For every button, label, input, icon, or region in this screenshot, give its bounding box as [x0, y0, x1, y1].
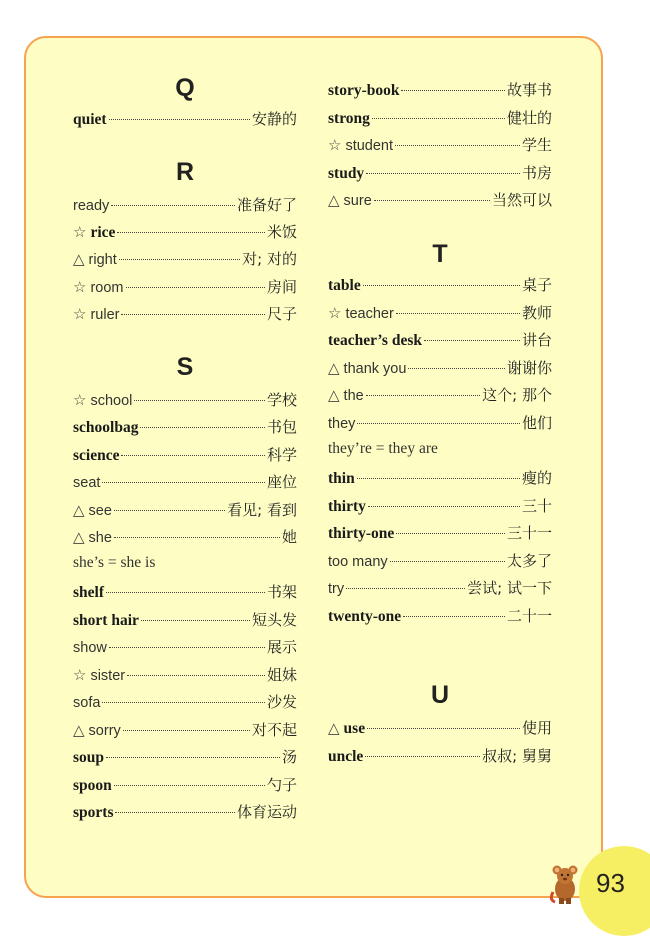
dot-leader [141, 620, 250, 621]
entry-word: spoon [73, 777, 112, 794]
dot-leader [408, 368, 505, 369]
entry-translation: 准备好了 [236, 196, 297, 214]
glossary-entry [328, 302, 552, 326]
entry-translation: 健壮的 [506, 109, 552, 127]
entry-word: use [343, 720, 366, 737]
star-icon: ☆ [73, 307, 87, 323]
glossary-entry [328, 550, 552, 574]
section-letter: S [176, 353, 194, 381]
entry-translation: 叔叔; 舅舅 [482, 747, 552, 765]
entry-word: sports [73, 804, 114, 821]
entry-word: seat [73, 475, 101, 491]
triangle-icon: △ [73, 530, 85, 546]
entry-translation: 勺子 [266, 776, 297, 794]
entry-word: schoolbag [73, 419, 139, 436]
entry-word: teacher’s desk [328, 332, 422, 349]
entry-word: sure [343, 193, 372, 209]
dot-leader [401, 90, 505, 91]
triangle-icon: △ [73, 252, 85, 268]
dot-leader [396, 313, 520, 314]
dot-leader [115, 812, 235, 813]
entry-word: ruler [90, 307, 120, 323]
entry-word: ready [73, 198, 110, 214]
dot-leader [396, 533, 505, 534]
entry-word: they’re = they are [328, 440, 438, 457]
dot-leader [372, 118, 505, 119]
entry-translation: 这个; 那个 [482, 386, 552, 404]
entry-translation: 使用 [521, 719, 552, 737]
dot-leader [368, 506, 520, 507]
dot-leader [424, 340, 520, 341]
entry-translation: 三十一 [506, 524, 552, 542]
entry-word: try [328, 581, 345, 597]
glossary-entry [73, 416, 297, 440]
entry-translation: 当然可以 [491, 191, 552, 209]
entry-translation: 体育运动 [236, 803, 297, 821]
glossary-entry [328, 357, 552, 381]
entry-translation: 太多了 [506, 552, 552, 570]
dot-leader [111, 205, 235, 206]
entry-translation: 尝试; 试一下 [467, 579, 552, 597]
entry-translation: 瘦的 [521, 469, 552, 487]
glossary-entry [328, 79, 552, 103]
glossary-entry [328, 189, 552, 213]
entry-word: strong [328, 110, 370, 127]
dot-leader [121, 314, 265, 315]
entry-translation: 教师 [521, 304, 552, 322]
entry-translation: 谢谢你 [506, 359, 552, 377]
dot-leader [403, 616, 505, 617]
glossary-entry [73, 746, 297, 770]
glossary-entry [73, 303, 297, 327]
entry-word: table [328, 277, 361, 294]
dot-leader [357, 478, 520, 479]
entry-word: show [73, 640, 107, 656]
dot-leader [119, 259, 240, 260]
entry-translation: 看见; 看到 [227, 501, 297, 519]
glossary-entry [73, 664, 297, 688]
dot-leader [374, 200, 490, 201]
dot-leader [366, 395, 480, 396]
glossary-entry [73, 719, 297, 743]
glossary-entry [73, 609, 297, 633]
entry-word: thirty [328, 498, 366, 515]
entry-translation: 二十一 [506, 607, 552, 625]
glossary-entry [73, 444, 297, 468]
entry-word: the [343, 388, 364, 404]
entry-translation: 对; 对的 [242, 250, 297, 268]
dot-leader [114, 785, 265, 786]
glossary-entry [73, 389, 297, 413]
entry-translation: 科学 [266, 446, 297, 464]
entry-word: study [328, 165, 365, 182]
dot-leader [121, 455, 265, 456]
entry-translation: 房间 [266, 278, 297, 296]
glossary-entry [73, 108, 297, 132]
triangle-icon: △ [328, 361, 340, 377]
glossary-entry [328, 495, 552, 519]
dot-leader [123, 730, 250, 731]
dot-leader [134, 400, 265, 401]
glossary-entry [73, 581, 297, 605]
entry-word: they [328, 416, 356, 432]
glossary-entry [73, 774, 297, 798]
dot-leader [367, 728, 520, 729]
entry-translation: 书架 [266, 583, 297, 601]
glossary-entry [73, 471, 297, 495]
entry-word: sorry [88, 723, 121, 739]
triangle-icon: △ [73, 723, 85, 739]
entry-translation: 学生 [521, 136, 552, 154]
entry-translation: 汤 [281, 748, 297, 766]
star-icon: ☆ [73, 225, 87, 241]
star-icon: ☆ [328, 138, 342, 154]
glossary-entry [328, 134, 552, 158]
mouse-mascot-icon [545, 862, 585, 906]
glossary-entry [328, 274, 552, 298]
dot-leader [117, 232, 265, 233]
glossary-entry [328, 107, 552, 131]
glossary-entry [328, 577, 552, 601]
glossary-entry [73, 636, 297, 660]
entry-word: rice [90, 224, 116, 241]
entry-word: teacher [345, 306, 394, 322]
glossary-entry [73, 526, 297, 550]
dot-leader [140, 427, 265, 428]
glossary-entry [73, 248, 297, 272]
dot-leader [363, 285, 520, 286]
glossary-entry [328, 162, 552, 186]
dot-leader [114, 537, 280, 538]
dot-leader [102, 702, 265, 703]
dot-leader [114, 510, 225, 511]
entry-translation: 短头发 [251, 611, 297, 629]
star-icon: ☆ [328, 306, 342, 322]
glossary-entry [73, 276, 297, 300]
triangle-icon: △ [328, 721, 340, 737]
entry-translation: 座位 [266, 473, 297, 491]
entry-translation: 学校 [266, 391, 297, 409]
entry-word: too many [328, 554, 388, 570]
star-icon: ☆ [73, 668, 87, 684]
entry-word: she’s = she is [73, 554, 156, 571]
dot-leader [390, 561, 505, 562]
dot-leader [395, 145, 520, 146]
entry-translation: 对不起 [251, 721, 297, 739]
glossary-entry [328, 384, 552, 408]
glossary-entry [328, 467, 552, 491]
section-letter: T [432, 240, 448, 268]
glossary-entry [73, 554, 297, 578]
star-icon: ☆ [73, 393, 87, 409]
entry-word: science [73, 447, 120, 464]
section-letter: Q [175, 74, 195, 102]
dot-leader [357, 423, 520, 424]
triangle-icon: △ [328, 193, 340, 209]
triangle-icon: △ [73, 503, 85, 519]
entry-word: room [90, 280, 124, 296]
glossary-entry [73, 221, 297, 245]
entry-word: sister [90, 668, 126, 684]
entry-translation: 讲台 [521, 331, 552, 349]
dot-leader [102, 482, 265, 483]
glossary-entry [73, 691, 297, 715]
star-icon: ☆ [73, 280, 87, 296]
entry-translation: 展示 [266, 638, 297, 656]
entry-translation: 他们 [521, 414, 552, 432]
dot-leader [109, 647, 265, 648]
dot-leader [126, 287, 265, 288]
entry-translation: 姐妹 [266, 666, 297, 684]
glossary-entry [328, 329, 552, 353]
page-number: 93 [596, 868, 625, 898]
entry-translation: 三十 [521, 497, 552, 515]
glossary-entry [328, 522, 552, 546]
entry-translation: 她 [281, 528, 297, 546]
entry-word: right [88, 252, 117, 268]
entry-translation: 桌子 [521, 276, 552, 294]
section-letter: R [175, 158, 195, 186]
glossary-entry [328, 440, 552, 464]
entry-word: soup [73, 749, 105, 766]
glossary-entry [73, 801, 297, 825]
entry-word: student [345, 138, 394, 154]
dot-leader [106, 757, 280, 758]
entry-translation: 书房 [521, 164, 552, 182]
dot-leader [127, 675, 265, 676]
entry-translation: 故事书 [506, 81, 552, 99]
entry-word: story-book [328, 82, 400, 99]
entry-word: twenty-one [328, 608, 402, 625]
dot-leader [109, 119, 250, 120]
entry-translation: 书包 [266, 418, 297, 436]
dot-leader [346, 588, 465, 589]
glossary-entry [328, 745, 552, 769]
entry-word: quiet [73, 111, 107, 128]
dot-leader [106, 592, 265, 593]
entry-word: thank you [343, 361, 407, 377]
dot-leader [365, 756, 480, 757]
entry-word: sofa [73, 695, 101, 711]
glossary-entry [328, 605, 552, 629]
entry-word: shelf [73, 584, 104, 601]
entry-word: see [88, 503, 112, 519]
dot-leader [366, 173, 520, 174]
entry-translation: 沙发 [266, 693, 297, 711]
entry-translation: 米饭 [266, 223, 297, 241]
triangle-icon: △ [328, 388, 340, 404]
entry-translation: 安静的 [251, 110, 297, 128]
entry-word: thin [328, 470, 355, 487]
section-letter: U [430, 681, 450, 709]
glossary-entry [328, 717, 552, 741]
glossary-entry [328, 412, 552, 436]
entry-word: thirty-one [328, 525, 395, 542]
glossary-entry [73, 499, 297, 523]
entry-word: uncle [328, 748, 364, 765]
glossary-entry [73, 194, 297, 218]
entry-word: short hair [73, 612, 139, 629]
entry-word: she [88, 530, 112, 546]
entry-word: school [90, 393, 133, 409]
entry-translation: 尺子 [266, 305, 297, 323]
